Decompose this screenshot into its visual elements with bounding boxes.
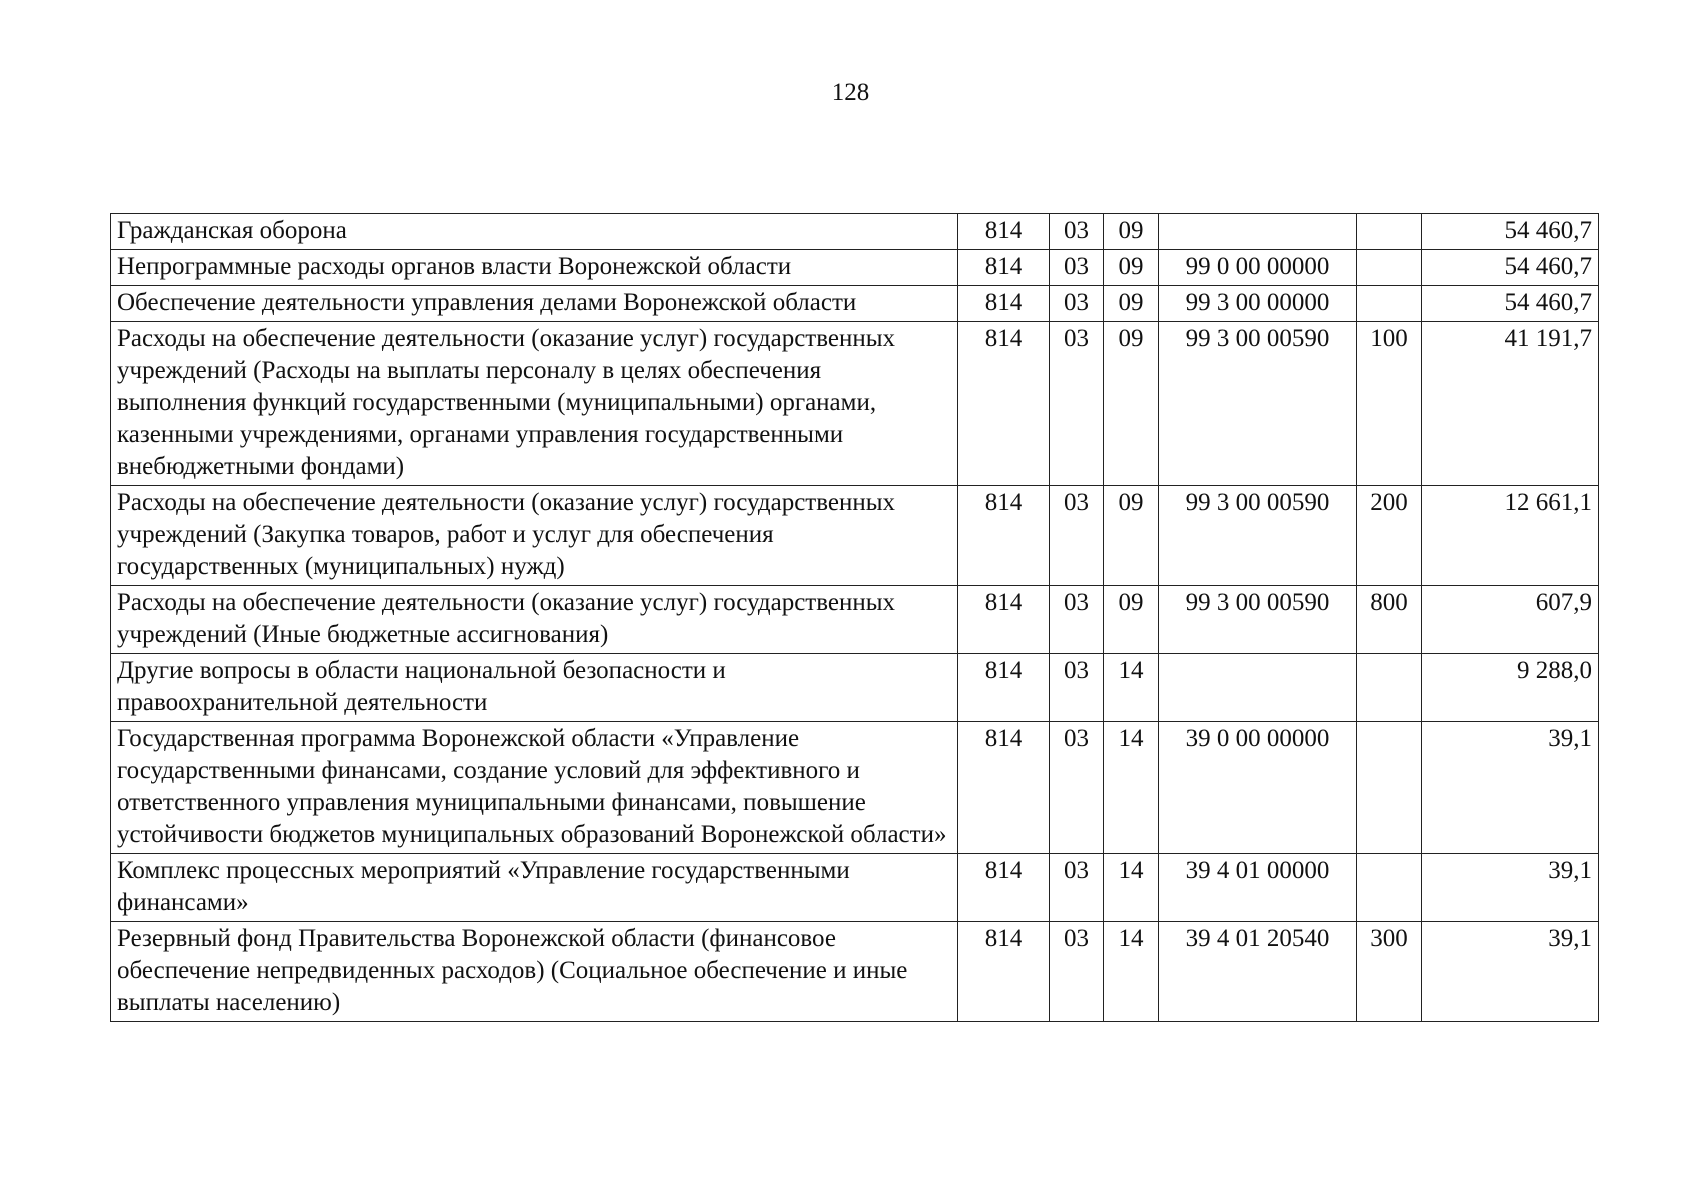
section-code-cell: 03 (1050, 586, 1104, 654)
expense-type-cell (1357, 250, 1422, 286)
ministry-code-cell: 814 (958, 854, 1050, 922)
section-code-cell: 03 (1050, 322, 1104, 486)
expense-type-cell: 300 (1357, 922, 1422, 1022)
ministry-code-cell: 814 (958, 586, 1050, 654)
expense-name-cell: Расходы на обеспечение деятельности (оказание услуг) государственных учреждений (Закупка товаров, работ и услуг для обеспечения государственных (муниципальных) нужд) (111, 486, 958, 586)
table-row (111, 286, 1599, 322)
amount-cell: 607,9 (1422, 586, 1599, 654)
budget-table-body (111, 214, 1599, 1022)
expense-name-cell: Резервный фонд Правительства Воронежской области (финансовое обеспечение непредвиденных расходов) (Социальное обеспечение и иные выплаты населению) (111, 922, 958, 1022)
subsection-code-cell: 14 (1104, 722, 1159, 854)
expense-type-cell (1357, 214, 1422, 250)
section-code-cell: 03 (1050, 486, 1104, 586)
expense-name-cell: Комплекс процессных мероприятий «Управление государственными финансами» (111, 854, 958, 922)
section-code-cell: 03 (1050, 250, 1104, 286)
table-row (111, 486, 1599, 586)
ministry-code-cell: 814 (958, 922, 1050, 1022)
section-code-cell: 03 (1050, 922, 1104, 1022)
expense-type-cell: 100 (1357, 322, 1422, 486)
expense-type-cell: 800 (1357, 586, 1422, 654)
table-row (111, 322, 1599, 486)
expense-type-cell (1357, 722, 1422, 854)
target-article-cell: 99 3 00 00000 (1159, 286, 1357, 322)
section-code-cell: 03 (1050, 286, 1104, 322)
subsection-code-cell: 14 (1104, 854, 1159, 922)
table-row (111, 654, 1599, 722)
target-article-cell: 39 4 01 20540 (1159, 922, 1357, 1022)
subsection-code-cell: 09 (1104, 286, 1159, 322)
subsection-code-cell: 09 (1104, 586, 1159, 654)
amount-cell: 54 460,7 (1422, 214, 1599, 250)
expense-name-cell: Непрограммные расходы органов власти Воронежской области (111, 250, 958, 286)
target-article-cell: 99 0 00 00000 (1159, 250, 1357, 286)
table-row (111, 722, 1599, 854)
ministry-code-cell: 814 (958, 214, 1050, 250)
amount-cell: 9 288,0 (1422, 654, 1599, 722)
target-article-cell: 99 3 00 00590 (1159, 586, 1357, 654)
expense-name-cell: Расходы на обеспечение деятельности (оказание услуг) государственных учреждений (Расходы на выплаты персоналу в целях обеспечения выполнения функций государственными (муниципальными) органами, казенными учреждениями, органами управления государственными внебюджетными фондами) (111, 322, 958, 486)
target-article-cell (1159, 654, 1357, 722)
expense-type-cell (1357, 286, 1422, 322)
subsection-code-cell: 09 (1104, 486, 1159, 586)
page-number: 128 (831, 79, 870, 106)
expense-name-cell: Гражданская оборона (111, 214, 958, 250)
section-code-cell: 03 (1050, 722, 1104, 854)
table-row (111, 586, 1599, 654)
expense-name-cell: Расходы на обеспечение деятельности (оказание услуг) государственных учреждений (Иные бюджетные ассигнования) (111, 586, 958, 654)
amount-cell: 39,1 (1422, 854, 1599, 922)
table-row (111, 922, 1599, 1022)
amount-cell: 54 460,7 (1422, 286, 1599, 322)
subsection-code-cell: 09 (1104, 214, 1159, 250)
section-code-cell: 03 (1050, 854, 1104, 922)
expense-type-cell (1357, 854, 1422, 922)
target-article-cell: 39 4 01 00000 (1159, 854, 1357, 922)
subsection-code-cell: 14 (1104, 654, 1159, 722)
ministry-code-cell: 814 (958, 486, 1050, 586)
amount-cell: 54 460,7 (1422, 250, 1599, 286)
table-row (111, 214, 1599, 250)
table-row (111, 854, 1599, 922)
expense-type-cell (1357, 654, 1422, 722)
target-article-cell (1159, 214, 1357, 250)
target-article-cell: 99 3 00 00590 (1159, 486, 1357, 586)
section-code-cell: 03 (1050, 654, 1104, 722)
ministry-code-cell: 814 (958, 654, 1050, 722)
ministry-code-cell: 814 (958, 722, 1050, 854)
table-row (111, 250, 1599, 286)
subsection-code-cell: 09 (1104, 250, 1159, 286)
target-article-cell: 99 3 00 00590 (1159, 322, 1357, 486)
subsection-code-cell: 09 (1104, 322, 1159, 486)
budget-table (110, 213, 1599, 1022)
ministry-code-cell: 814 (958, 322, 1050, 486)
expense-name-cell: Государственная программа Воронежской области «Управление государственными финансами, создание условий для эффективного и ответственного управления муниципальными финансами, повышение устойчивости бюджетов муниципальных образований Воронежской области» (111, 722, 958, 854)
target-article-cell: 39 0 00 00000 (1159, 722, 1357, 854)
section-code-cell: 03 (1050, 214, 1104, 250)
subsection-code-cell: 14 (1104, 922, 1159, 1022)
amount-cell: 41 191,7 (1422, 322, 1599, 486)
amount-cell: 12 661,1 (1422, 486, 1599, 586)
amount-cell: 39,1 (1422, 722, 1599, 854)
ministry-code-cell: 814 (958, 250, 1050, 286)
amount-cell: 39,1 (1422, 922, 1599, 1022)
expense-name-cell: Другие вопросы в области национальной безопасности и правоохранительной деятельности (111, 654, 958, 722)
expense-name-cell: Обеспечение деятельности управления делами Воронежской области (111, 286, 958, 322)
expense-type-cell: 200 (1357, 486, 1422, 586)
ministry-code-cell: 814 (958, 286, 1050, 322)
